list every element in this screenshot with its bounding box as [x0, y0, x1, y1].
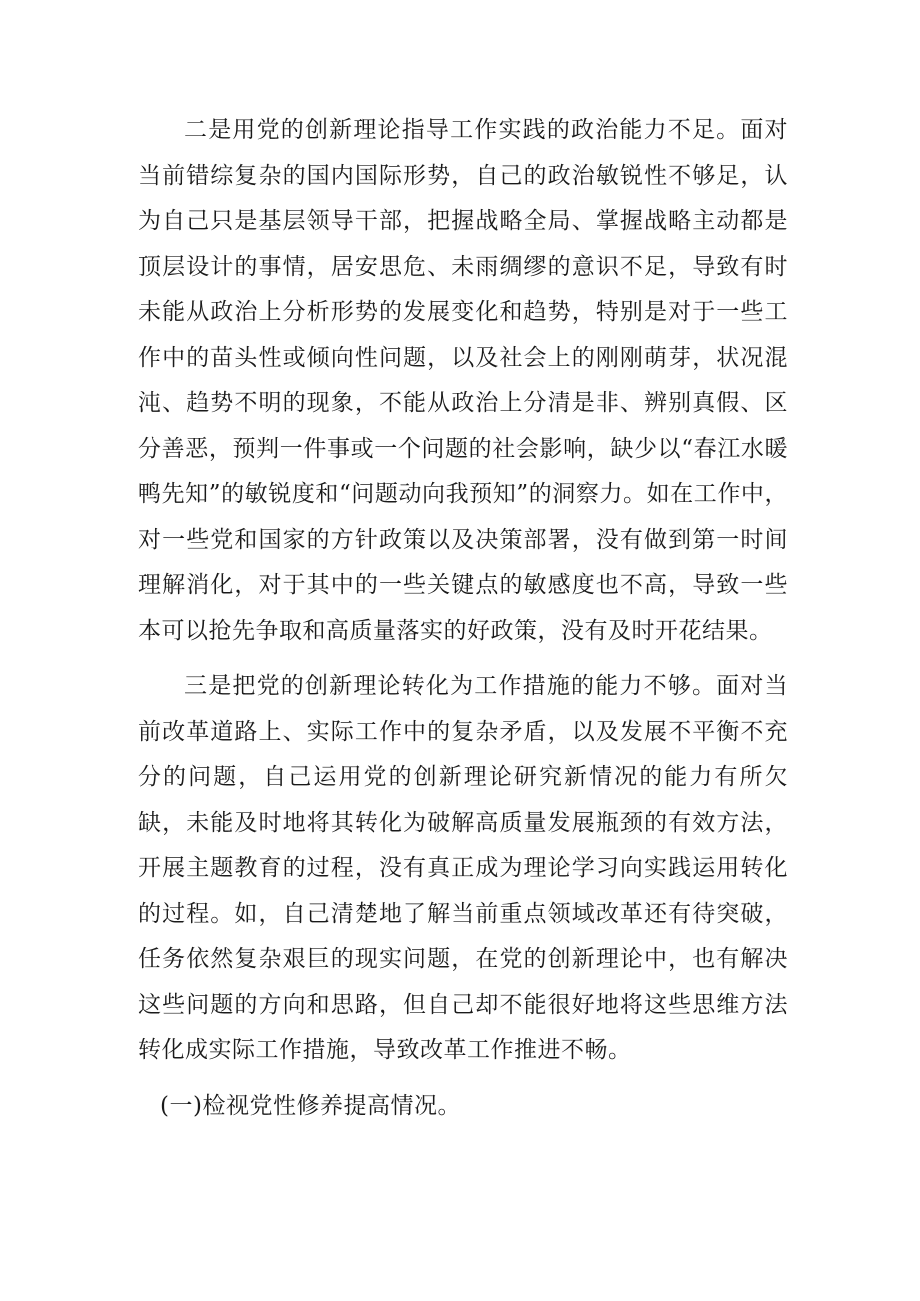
paragraph-work-measures: 三是把党的创新理论转化为工作措施的能力不够。面对当前改革道路上、实际工作中的复杂矛盾，以及发展不平衡不充分的问题，自己运用党的创新理论研究新情况的能力有所欠缺，未能及时地将其转化为破解高质量发展瓶颈的有效方法，开展主题教育的过程，没有真正成为理论学习向实践运用转化的过程。如，自己清楚地了解当前重点领域改革还有待突破，任务依然复杂艰巨的现实问题，在党的创新理论中，也有解决这些问题的方向和思路，但自己却不能很好地将这些思维方法转化成实际工作措施，导致改革工作推进不畅。 [138, 673, 788, 1063]
document-body [138, 108, 788, 1129]
paragraph-political-ability: 二是用党的创新理论指导工作实践的政治能力不足。面对当前错综复杂的国内国际形势，自己的政治敏锐性不够足，认为自己只是基层领导干部，把握战略全局、掌握战略主动都是顶层设计的事情，居安思危、未雨绸缪的意识不足，导致有时未能从政治上分析形势的发展变化和趋势，特别是对于一些工作中的苗头性或倾向性问题，以及社会上的刚刚萌芽，状况混沌、趋势不明的现象，不能从政治上分清是非、辨别真假、区分善恶，预判一件事或一个问题的社会影响，缺少以“春江水暖鸭先知”的敏锐度和“问题动向我预知”的洞察力。如在工作中，对一些党和国家的方针政策以及决策部署，没有做到第一时间理解消化，对于其中的一些关键点的敏感度也不高，导致一些本可以抢先争取和高质量落实的好政策，没有及时开花结果。 [138, 117, 788, 644]
section-heading: (一)检视党性修养提高情况。 [160, 1092, 461, 1119]
